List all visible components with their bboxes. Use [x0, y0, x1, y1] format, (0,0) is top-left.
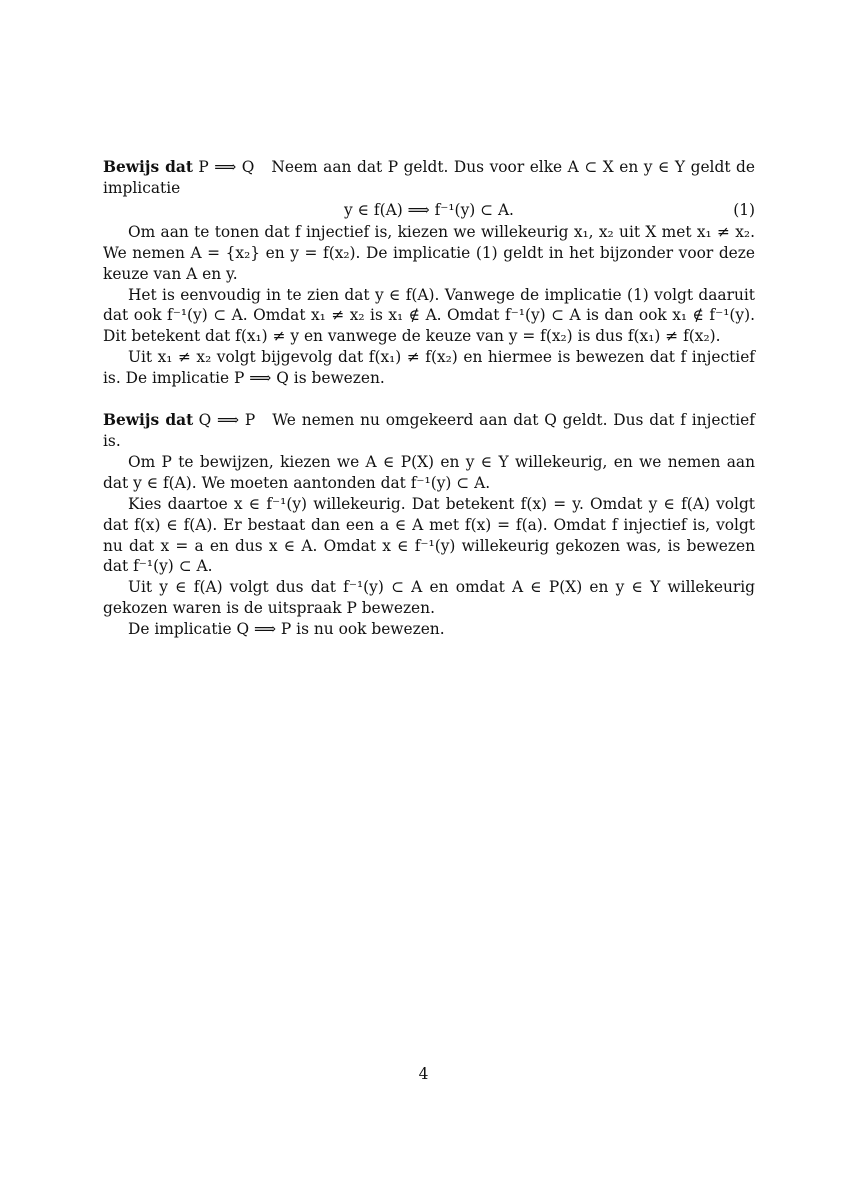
equation-number: (1) [733, 200, 755, 219]
display-equation [103, 200, 755, 221]
paragraph: Uit x₁ ≠ x₂ volgt bijgevolg dat f(x₁) ≠ f(x₂) en hiermee is bewezen dat f injectief is. De implicatie P ⟹ Q is bewezen. [103, 348, 755, 388]
proof-heading: Bewijs dat [103, 158, 193, 176]
proof-intro-paragraph [103, 157, 755, 199]
equation-body: y ∈ f(A) ⟹ f⁻¹(y) ⊂ A. [344, 200, 514, 219]
paragraph: Om aan te tonen dat f injectief is, kiezen we willekeurig x₁, x₂ uit X met x₁ ≠ x₂. We nemen A = {x₂} en y = f(x₂). De implicatie (1) geldt in het bijzonder voor deze keuze van A en y. [103, 222, 755, 283]
paragraph: Om P te bewijzen, kiezen we A ∈ P(X) en y ∈ Y willekeurig, en we nemen aan dat y ∈ f(A). We moeten aantonden dat f⁻¹(y) ⊂ A. [103, 452, 755, 492]
paragraph: De implicatie Q ⟹ P is nu ook bewezen. [128, 620, 445, 639]
proof-intro-paragraph [103, 410, 755, 452]
proof-p-implies-q [103, 157, 755, 389]
paragraph: Het is eenvoudig in te zien dat y ∈ f(A). Vanwege de implicatie (1) volgt daaruit dat ook f⁻¹(y) ⊂ A. Omdat x₁ ≠ x₂ is x₁ ∉ A. Omdat f⁻¹(y) ⊂ A is dan ook x₁ ∉ f⁻¹(y). Dit betekent dat f(x₁) ≠ y en vanwege de keuze van y = f(x₂) is dus f(x₁) ≠ f(x₂). [103, 285, 755, 346]
proof-heading: Bewijs dat [103, 411, 194, 430]
proof-heading-math: Q ⟹ P [198, 411, 256, 430]
proof-heading-math: P ⟹ Q [198, 158, 255, 176]
section-gap [103, 389, 755, 410]
document-body [103, 157, 755, 640]
page-number: 4 [418, 1065, 429, 1083]
proof-intro-text: Neem aan dat P geldt. Dus voor elke A ⊂ X en y ∈ Y geldt de implicatie [103, 158, 755, 197]
paragraph: Kies daartoe x ∈ f⁻¹(y) willekeurig. Dat betekent f(x) = y. Omdat y ∈ f(A) volgt dat f(x) ∈ f(A). Er bestaat dan een a ∈ A met f(x) = f(a). Omdat f injectief is, volgt nu dat x = a en dus x ∈ A. Omdat x ∈ f⁻¹(y) willekeurig gekozen was, is bewezen dat f⁻¹(y) ⊂ A. [103, 494, 755, 576]
paragraph: Uit y ∈ f(A) volgt dus dat f⁻¹(y) ⊂ A en omdat A ∈ P(X) en y ∈ Y willekeurig gekozen waren is de uitspraak P bewezen. [103, 578, 755, 618]
proof-q-implies-p [103, 410, 755, 640]
proof-intro-text: We nemen nu omgekeerd aan dat Q geldt. Dus dat f injectief is. [103, 411, 755, 450]
